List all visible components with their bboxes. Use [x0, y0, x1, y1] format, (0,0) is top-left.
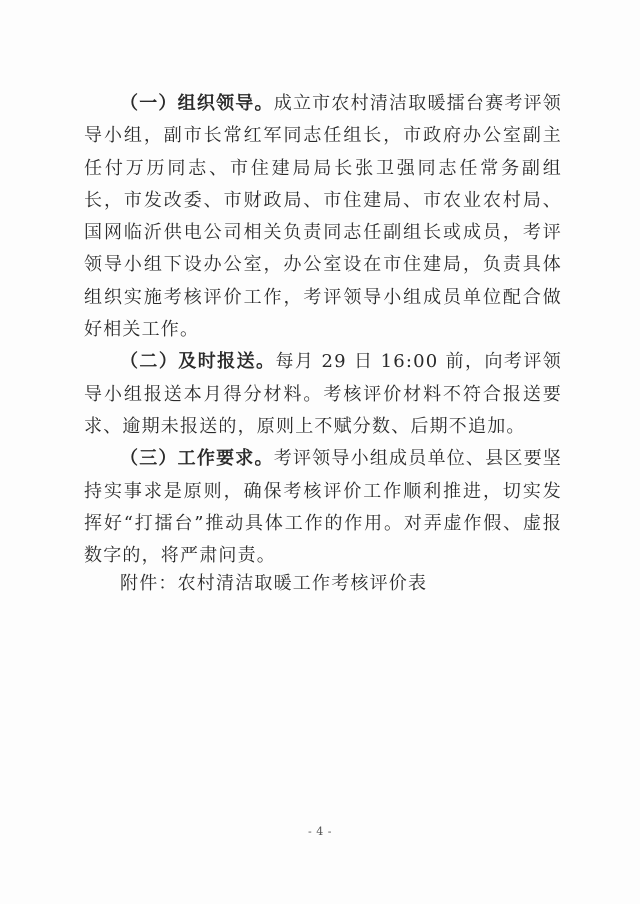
paragraph-reporting [84, 346, 562, 443]
paragraph-text: 每月 29 日 16:00 前，向考评领导小组报送本月得分材料。考核评价材料不符合报送要求、逾期未报送的，原则上不赋分数、后期不追加。 [84, 351, 562, 437]
paragraph-requirements [84, 443, 562, 572]
page-number: - 4 - [308, 825, 332, 838]
paragraph-heading: （三）工作要求。 [120, 448, 274, 470]
paragraph-text: 成立市农村清洁取暖擂台赛考评领导小组，副市长常红军同志任组长，市政府办公室副主任付万历同志、市住建局局长张卫强同志任常务副组长，市发改委、市财政局、市住建局、市农业农村局、国网临沂供电公司相关负责同志任副组长或成员，考评领导小组下设办公室，办公室设在市住建局，负责具体组织实施考核评价工作，考评领导小组成员单位配合做好相关工作。 [84, 93, 562, 341]
paragraph-heading: （二）及时报送。 [120, 351, 276, 373]
paragraph-text: 考评领导小组成员单位、县区要坚持实事求是原则，确保考核评价工作顺利推进，切实发挥好“打擂台”推动具体工作的作用。对弄虚作假、虚报数字的，将严肃问责。 [84, 448, 562, 567]
attachment-line: 附件：农村清洁取暖工作考核评价表 [120, 573, 428, 594]
paragraph-heading: （一）组织领导。 [120, 93, 274, 114]
paragraph-organization [84, 88, 562, 346]
document-body [84, 88, 562, 572]
